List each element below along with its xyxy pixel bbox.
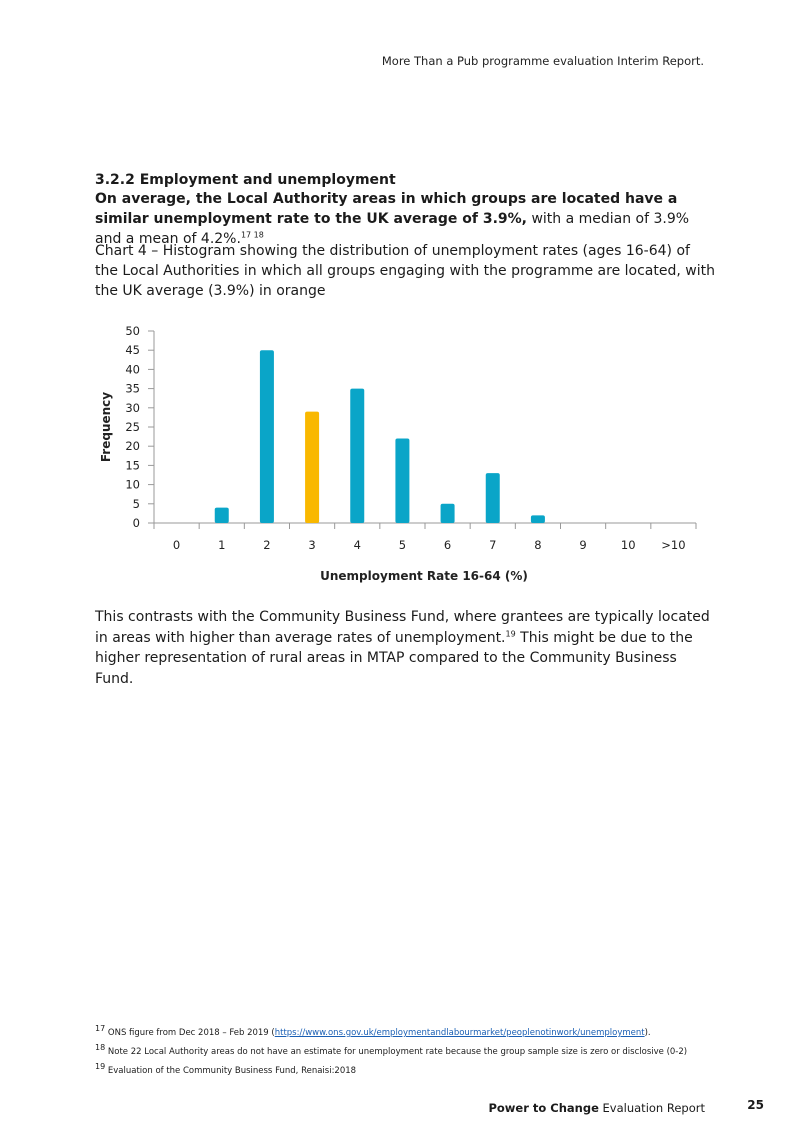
footer-label: Evaluation Report (598, 1101, 705, 1115)
x-tick-label: 8 (534, 538, 542, 552)
footer-brand: Power to Change (488, 1101, 599, 1115)
footnote-17-text: ONS figure from Dec 2018 – Feb 2019 ( (105, 1028, 275, 1038)
y-tick-label: 35 (125, 381, 140, 396)
x-tick-label: 4 (353, 538, 361, 552)
x-tick-label: >10 (661, 538, 686, 552)
bar-6 (441, 504, 455, 523)
y-tick-label: 10 (125, 477, 140, 492)
footnote-18-text: Note 22 Local Authority areas do not have an estimate for unemployment rate because the group sample size is zero or disclosive (0-2) (105, 1047, 688, 1057)
bar-1 (215, 508, 229, 523)
bar-4 (350, 389, 364, 523)
bar-2 (260, 350, 274, 523)
y-tick-label: 50 (125, 324, 140, 338)
running-header: More Than a Pub programme evaluation Interim Report. (381, 54, 704, 68)
y-tick-label: 0 (132, 516, 140, 530)
footnote-19 (95, 1062, 735, 1081)
body-text-part1: This contrasts with the Community Business Fund, where grantees are typically located in areas with higher than average rates of unemployment. (95, 609, 710, 646)
y-tick-label: 15 (125, 458, 140, 473)
bar-7 (486, 473, 500, 523)
y-tick-label: 25 (125, 420, 140, 434)
y-tick-label: 20 (125, 439, 140, 454)
footnote-ref-19: 19 (505, 628, 516, 638)
bar-8 (531, 515, 545, 523)
x-tick-label: 5 (398, 538, 407, 552)
x-tick-label: 10 (620, 538, 636, 552)
lead-paragraph (95, 189, 715, 249)
x-tick-label: 3 (308, 538, 316, 552)
x-tick-label: 2 (263, 538, 271, 552)
footnote-17 (95, 1024, 735, 1043)
y-tick-label: 45 (125, 343, 140, 358)
lead-bold-text: On average, the Local Authority areas in which groups are located have a similar unemployment rate to the UK average of 3.9%, (95, 191, 678, 227)
footnote-19-number: 19 (95, 1062, 106, 1072)
footnote-17-link[interactable]: https://www.ons.gov.uk/employmentandlabourmarket/peoplenotinwork/unemployment (274, 1028, 645, 1038)
histogram-chart (0, 310, 800, 590)
footnote-18-number: 18 (95, 1043, 106, 1053)
x-tick-label: 1 (218, 538, 226, 552)
y-axis (125, 324, 154, 530)
x-axis-label: Unemployment Rate 16-64 (%) (320, 569, 528, 583)
bar-3 (305, 412, 319, 523)
lead-text: with a median of 3.9% and a mean of 4.2%. (95, 211, 690, 247)
x-axis (154, 523, 696, 552)
y-tick-label: 5 (132, 496, 140, 511)
section-heading: 3.2.2 Employment and unemployment (95, 172, 396, 188)
body-paragraph (95, 607, 715, 689)
y-tick-label: 40 (125, 362, 140, 377)
chart-caption: Chart 4 – Histogram showing the distribution of unemployment rates (ages 16-64) of the Local Authorities in which all groups engaging with the programme are located, with the UK average (3.9%) in orange (95, 243, 715, 299)
bar-series (215, 350, 545, 523)
body-text-part2: This might be due to the higher representation of rural areas in MTAP compared to the Community Business Fund. (95, 629, 693, 687)
y-tick-label: 30 (125, 400, 140, 415)
x-tick-label: 6 (443, 538, 452, 552)
footnote-17-end: ). (644, 1028, 651, 1038)
y-axis-label: Frequency (99, 391, 113, 463)
footnote-17-number: 17 (95, 1024, 106, 1034)
bar-5 (395, 439, 409, 523)
page-number: 25 (747, 1098, 764, 1112)
footnote-ref-17-18: 17 18 (240, 230, 264, 240)
footer (488, 1101, 705, 1115)
footnotes (95, 1024, 735, 1081)
x-tick-label: 7 (489, 538, 497, 552)
footnote-18 (95, 1043, 735, 1062)
x-tick-label: 9 (579, 538, 587, 552)
footnote-19-text: Evaluation of the Community Business Fund, Renaisi:2018 (105, 1066, 357, 1076)
x-tick-label: 0 (172, 538, 181, 552)
